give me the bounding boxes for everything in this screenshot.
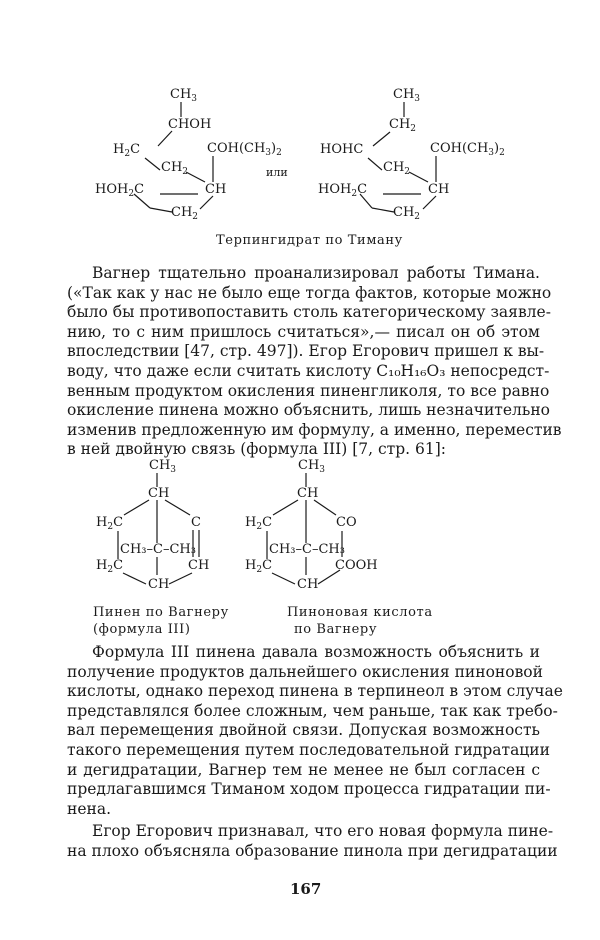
pinonic-cooh-label: COOH bbox=[335, 558, 378, 573]
left-ch3-label: $CH_3$ bbox=[170, 87, 198, 104]
right-ch2-mid-label: $CH_2$ bbox=[383, 160, 411, 177]
pinonic-caption-line2: по Вагнеру bbox=[294, 622, 378, 637]
pinonic-caption-line1: Пиноновая кислота bbox=[287, 605, 433, 620]
p2-line: вал перемещения двойной связи. Допуская возможность bbox=[67, 721, 540, 740]
p1-line: венным продуктом окисления пиненгликоля, то все равно bbox=[67, 381, 550, 400]
p3-line: Егор Егорович признавал, что его новая формула пине- bbox=[92, 822, 554, 840]
p2-line: такого перемещения путем последовательной гидратации bbox=[67, 740, 550, 759]
p3-line: на плохо объясняла образование пинола при дегидратации bbox=[67, 841, 558, 860]
right-hoh2c-label: $HOH_2C$ bbox=[318, 182, 368, 199]
pinonic-bridge-label: CH₃–C–CH₃ bbox=[269, 542, 345, 557]
p1-line: изменив предложенную им формулу, а именно, переместив bbox=[67, 420, 562, 439]
p1-line: в ней двойную связь (формула III) [7, стр. 61]: bbox=[67, 440, 446, 459]
p2-line: Формула III пинена давала возможность объяснить и bbox=[92, 643, 540, 661]
left-h2c-label: $H_2C$ bbox=[113, 142, 141, 159]
terpin-caption: Терпингидрат по Тиману bbox=[216, 233, 403, 248]
pinene-ch-top-label: CH bbox=[148, 486, 170, 501]
right-coh-label: $COH(CH_3)_2$ bbox=[430, 141, 505, 158]
pinene-ch-right-label: CH bbox=[188, 558, 210, 573]
left-hoh2c-label: $HOH_2C$ bbox=[95, 182, 145, 199]
p2-line: представлялся более сложным, чем раньше, так как требо- bbox=[67, 701, 558, 720]
pinonic-ch-bottom-label: CH bbox=[297, 577, 319, 592]
p1-line: («Так как у нас не было еще тогда фактов, которые можно bbox=[67, 283, 552, 302]
pinene-h2c-lower-label: $H_2C$ bbox=[96, 558, 124, 575]
pinonic-co-label: CO bbox=[336, 515, 357, 530]
pinonic-ch-top-label: CH bbox=[297, 486, 319, 501]
left-ch2-bot-label: $CH_2$ bbox=[171, 205, 199, 222]
p2-line: и дегидратации, Вагнер тем не менее не был согласен с bbox=[67, 760, 540, 779]
p1-line: Вагнер тщательно проанализировал работы Тимана. bbox=[92, 264, 540, 282]
right-ch-label: CH bbox=[428, 182, 450, 197]
pinonic-ch3-label: $CH_3$ bbox=[298, 458, 326, 475]
left-ch-label: CH bbox=[205, 182, 227, 197]
pinene-c-label: C bbox=[191, 515, 201, 530]
left-ch2-mid-label: $CH_2$ bbox=[161, 160, 189, 177]
or-label: или bbox=[266, 166, 288, 179]
left-coh-label: $COH(CH_3)_2$ bbox=[207, 141, 282, 158]
p1-line: окисление пинена можно объяснить, лишь незначительно bbox=[67, 401, 550, 420]
right-ch3-label: $CH_3$ bbox=[393, 87, 421, 104]
p1-line: нию, то с ним пришлось считаться»,— писал он об этом bbox=[67, 322, 540, 341]
right-hohc-label: HOHC bbox=[320, 142, 364, 157]
p2-line: получение продуктов дальнейшего окисления пиноновой bbox=[67, 662, 543, 681]
pinene-bridge-label: CH₃–C–CH₃ bbox=[120, 542, 196, 557]
paragraph-3 bbox=[67, 822, 558, 861]
pinene-caption bbox=[93, 604, 229, 638]
paragraph-2 bbox=[67, 643, 563, 819]
pinene-ch-bottom-label: CH bbox=[148, 577, 170, 592]
pinene-ch3-label: $CH_3$ bbox=[149, 458, 177, 475]
paragraph-1 bbox=[67, 264, 562, 460]
pinene-h2c-upper-label: $H_2C$ bbox=[96, 515, 124, 532]
right-ch2-bot-label: $CH_2$ bbox=[393, 205, 421, 222]
p1-line: впоследствии [47, стр. 497]). Егор Егорович пришел к вы- bbox=[67, 342, 545, 361]
left-choh-label: CHOH bbox=[168, 117, 212, 132]
pinene-caption-line1: Пинен по Вагнеру bbox=[93, 605, 229, 620]
pinene-caption-line2: (формула III) bbox=[93, 622, 191, 637]
pinonic-h2c-upper-label: $H_2C$ bbox=[245, 515, 273, 532]
p2-line: нена. bbox=[67, 799, 112, 818]
right-ch2-top-label: $CH_2$ bbox=[389, 117, 417, 134]
pinonic-h2c-lower-label: $H_2C$ bbox=[245, 558, 273, 575]
p1-line: воду, что даже если считать кислоту C₁₀H₁₆O₃ непосредст- bbox=[67, 361, 550, 380]
page-number: 167 bbox=[290, 880, 322, 898]
pinonic-caption bbox=[287, 604, 433, 638]
p1-line: было бы противопоставить столь категорическому заявле- bbox=[67, 303, 551, 322]
p2-line: предлагавшимся Тиманом ходом процесса гидратации пи- bbox=[67, 780, 551, 799]
p2-line: кислоты, однако переход пинена в терпинеол в этом случае bbox=[67, 682, 563, 701]
